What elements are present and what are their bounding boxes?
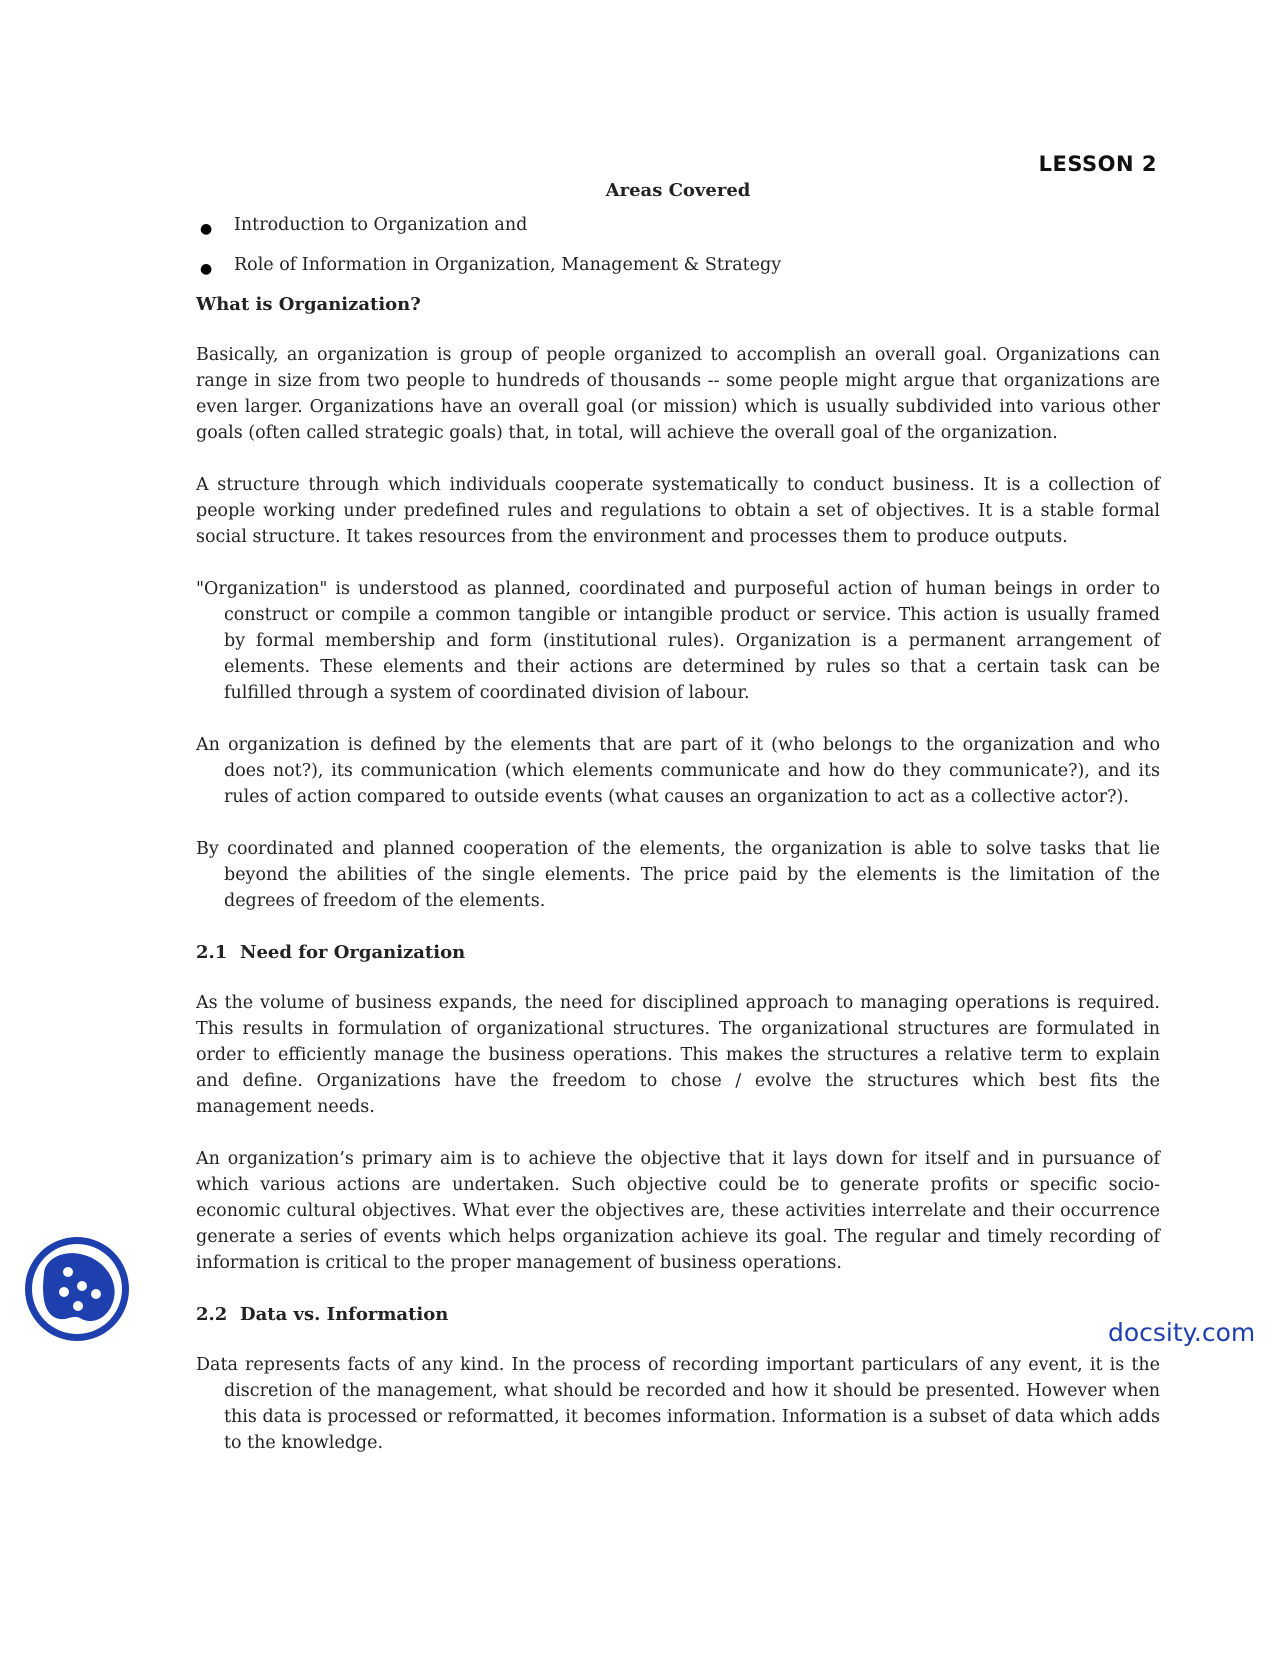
section-title: Data vs. Information: [240, 1304, 449, 1325]
bullet-icon: ●: [200, 221, 213, 237]
section-number: 2.2: [196, 1304, 228, 1325]
list-item: [196, 212, 1160, 238]
bullet-text: Role of Information in Organization, Management & Strategy: [234, 255, 782, 275]
section-number: 2.1: [196, 942, 228, 963]
paragraph: A structure through which individuals cooperate systematically to conduct business. It is a collection of people working under predefined rules and regulations to obtain a set of objectives. It is a stable formal social structure. It takes resources from the environment and processes them to produce outputs.: [196, 475, 1160, 547]
section-title: Need for Organization: [240, 942, 466, 963]
section-heading-need-for-organization: [196, 940, 1160, 966]
document-body: [196, 178, 1160, 1482]
docsity-watermark[interactable]: docsity.com: [1108, 1318, 1256, 1347]
paragraph: By coordinated and planned cooperation of the elements, the organization is able to solve tasks that lie beyond the abilities of the single elements. The price paid by the elements is the limitation of the degrees of freedom of the elements.: [196, 839, 1160, 911]
section-heading-what-is-organization: What is Organization?: [196, 294, 421, 315]
lesson-label: LESSON 2: [1038, 152, 1157, 176]
paragraph: An organization is defined by the elements that are part of it (who belongs to the organization and who does not?), its communication (which elements communicate and how do they communicate?), and its rules of action compared to outside events (what causes an organization to act as a collective actor?).: [196, 735, 1160, 807]
docsity-logo-icon: [22, 1234, 132, 1344]
areas-covered-title: Areas Covered: [605, 180, 751, 201]
paragraph: As the volume of business expands, the need for disciplined approach to managing operations is required. This results in formulation of organizational structures. The organizational structures are formulated in order to efficiently manage the business operations. This makes the structures a relative term to explain and define. Organizations have the freedom to chose / evolve the structures which best fits the management needs.: [196, 993, 1160, 1117]
topics-list: [196, 212, 1160, 278]
list-item: [196, 252, 1160, 278]
paragraph: "Organization" is understood as planned, coordinated and purposeful action of human beings in order to construct or compile a common tangible or intangible product or service. This action is usually framed by formal membership and form (institutional rules). Organization is a permanent arrangement of elements. These elements and their actions are determined by rules so that a certain task can be fulfilled through a system of coordinated division of labour.: [196, 579, 1160, 703]
section-heading-data-vs-information: [196, 1302, 1160, 1328]
paragraph: An organization’s primary aim is to achieve the objective that it lays down for itself and in pursuance of which various actions are undertaken. Such objective could be to generate profits or specific socio-economic cultural objectives. What ever the objectives are, these activities interrelate and their occurrence generate a series of events which helps organization achieve its goal. The regular and timely recording of information is critical to the proper management of business operations.: [196, 1149, 1160, 1273]
paragraph: Data represents facts of any kind. In the process of recording important particulars of any event, it is the discretion of the management, what should be recorded and how it should be presented. However when this data is processed or reformatted, it becomes information. Information is a subset of data which adds to the knowledge.: [196, 1355, 1160, 1453]
bullet-text: Introduction to Organization and: [234, 215, 528, 235]
paragraph: Basically, an organization is group of people organized to accomplish an overall goal. Organizations can range in size from two people to hundreds of thousands -- some people might argue that organizations are even larger. Organizations have an overall goal (or mission) which is usually subdivided into various other goals (often called strategic goals) that, in total, will achieve the overall goal of the organization.: [196, 345, 1160, 443]
bullet-icon: ●: [200, 261, 213, 277]
